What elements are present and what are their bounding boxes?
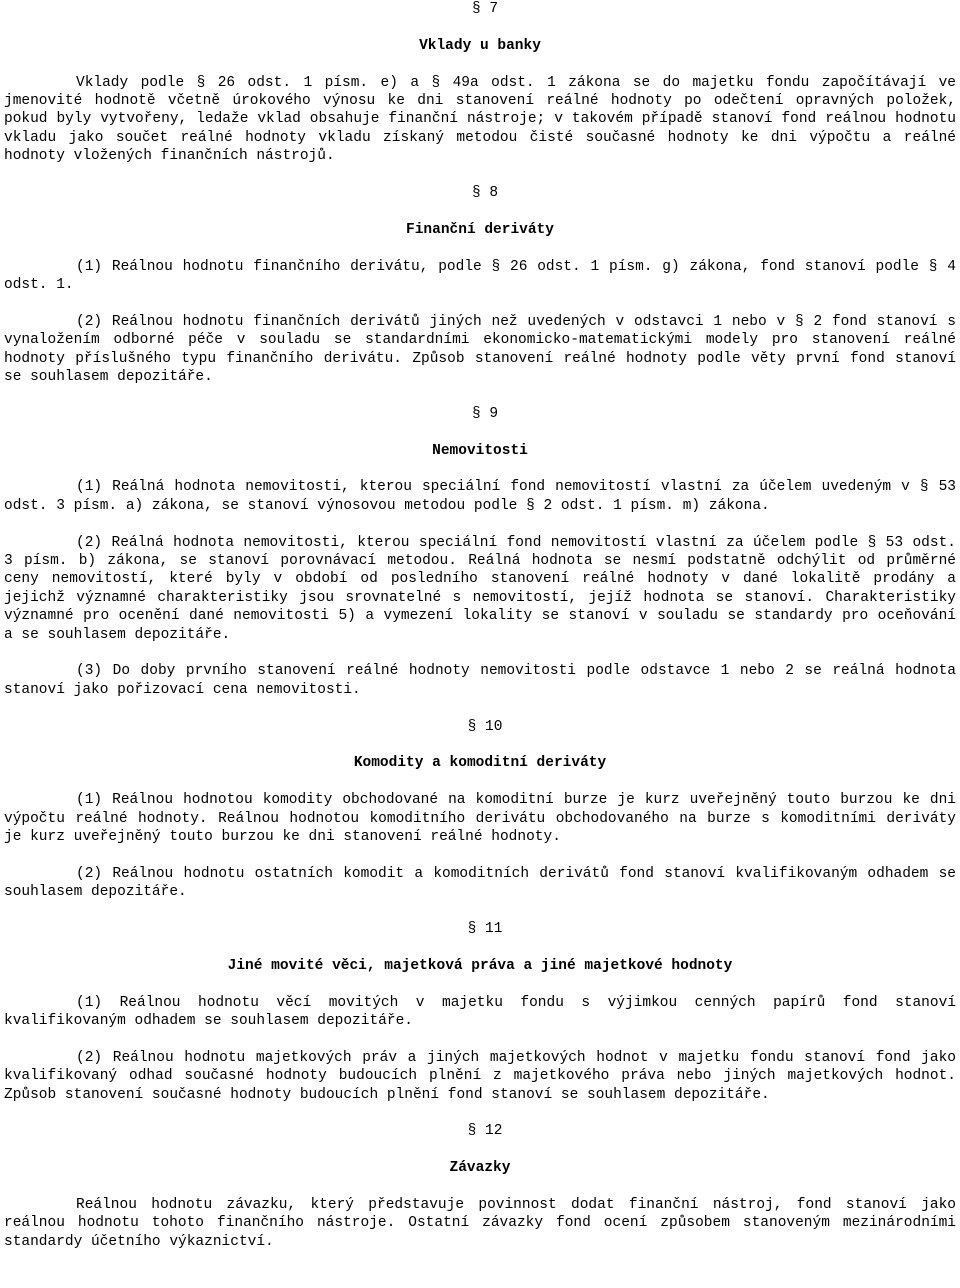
- paragraph: Vklady podle § 26 odst. 1 písm. e) a § 49a odst. 1 zákona se do majetku fondu započítávají ve jmenovité hodnotě včetně úrokového výnosu ke dni stanovení reálné hodnoty po odečtení opravných položek, pokud byly vytvořeny, ledaže vklad obsahuje finanční nástroje; v takovém případě stanoví fond reálnou hodnotu vkladu jako součet reálné hodnoty vkladu získaný metodou čisté současné hodnoty ke dni výpočtu a reálné hodnoty vložených finančních nástrojů.: [4, 74, 956, 165]
- section-number: § 11: [467, 921, 503, 937]
- section-number: § 8: [471, 185, 499, 201]
- section-8: [4, 184, 956, 386]
- section-title: Závazky: [449, 1160, 511, 1177]
- paragraph: (1) Reálnou hodnotu věcí movitých v majetku fondu s výjimkou cenných papírů fond stanoví kvalifikovaným odhadem se souhlasem depozitáře.: [4, 994, 956, 1029]
- paragraph: (3) Do doby prvního stanovení reálné hodnoty nemovitosti podle odstavce 1 nebo 2 se reálná hodnota stanoví jako pořizovací cena nemovitosti.: [4, 663, 956, 698]
- paragraph: (2) Reálná hodnota nemovitosti, kterou speciální fond nemovitostí vlastní za účelem podle § 53 odst. 3 písm. b) zákona, se stanoví porovnávací metodou. Reálná hodnota se nesmí podstatně odchýlit od průměrné ceny nemovitostí, které byly v období od posledního stanovení reálné hodnoty v dané lokalitě prodány a jejichž významné charakteristiky jsou srovnatelné s nemovitostí, jejíž hodnota se stanoví. Charakteristiky významné pro ocenění dané nemovitosti 5) a vymezení lokality se stanoví v souladu se standardy pro oceňování a se souhlasem depozitáře.: [4, 534, 956, 643]
- paragraph: (2) Reálnou hodnotu majetkových práv a jiných majetkových hodnot v majetku fondu stanoví fond jako kvalifikovaný odhad současné hodnoty budoucích plnění z majetkového práva nebo jiných majetkových hodnot. Způsob stanovení současné hodnoty budoucích plnění fond stanoví se souhlasem depozitáře.: [4, 1049, 956, 1103]
- paragraph: (1) Reálnou hodnotu finančního derivátu, podle § 26 odst. 1 písm. g) zákona, fond stanoví podle § 4 odst. 1.: [4, 258, 956, 293]
- section-title: Komodity a komoditní deriváty: [353, 755, 607, 772]
- section-number: § 9: [471, 405, 499, 422]
- paragraph: (1) Reálná hodnota nemovitosti, kterou speciální fond nemovitostí vlastní za účelem uvedeným v § 53 odst. 3 písm. a) zákona, se stanoví výnosovou metodou podle § 2 odst. 1 písm. m) zákona.: [4, 479, 956, 514]
- section-title: Vklady u banky: [419, 37, 541, 54]
- section-7: [4, 0, 956, 166]
- section-number: § 7: [471, 1, 499, 17]
- section-12: [4, 1122, 956, 1251]
- section-number: § 10: [467, 718, 503, 735]
- section-title: Nemovitosti: [432, 442, 528, 459]
- paragraph: (2) Reálnou hodnotu finančních derivátů jiných než uvedených v odstavci 1 nebo v § 2 fond stanoví s vynaložením odborné péče v souladu se standardními ekonomicko-matematickými modely pro stanovení reálné hodnoty příslušného typu finančního derivátu. Způsob stanovení reálné hodnoty podle věty první fond stanoví se souhlasem depozitáře.: [4, 313, 956, 385]
- section-number: § 12: [467, 1123, 503, 1140]
- section-title: Jiné movité věci, majetková práva a jiné majetkové hodnoty: [227, 957, 733, 974]
- section-11: [4, 920, 956, 1104]
- paragraph: (1) Reálnou hodnotou komodity obchodované na komoditní burze je kurz uveřejněný touto burzou ke dni výpočtu reálné hodnoty. Reálnou hodnotou komoditního derivátu obchodovaného na burze s komoditními deriváty je kurz uveřejněný touto burzou ke dni stanovení reálné hodnoty.: [4, 792, 956, 845]
- section-9: [4, 405, 956, 699]
- section-title: Finanční deriváty: [406, 221, 554, 238]
- document-page: [4, 0, 956, 1270]
- section-10: [4, 718, 956, 902]
- paragraph: (2) Reálnou hodnotu ostatních komodit a komoditních derivátů fond stanoví kvalifikovaným odhadem se souhlasem depozitáře.: [4, 865, 956, 901]
- paragraph: Reálnou hodnotu závazku, který představuje povinnost dodat finanční nástroj, fond stanoví jako reálnou hodnotu tohoto finančního nástroje. Ostatní závazky fond ocení způsobem stanoveným mezinárodními standardy účetního výkaznictví.: [4, 1196, 956, 1250]
